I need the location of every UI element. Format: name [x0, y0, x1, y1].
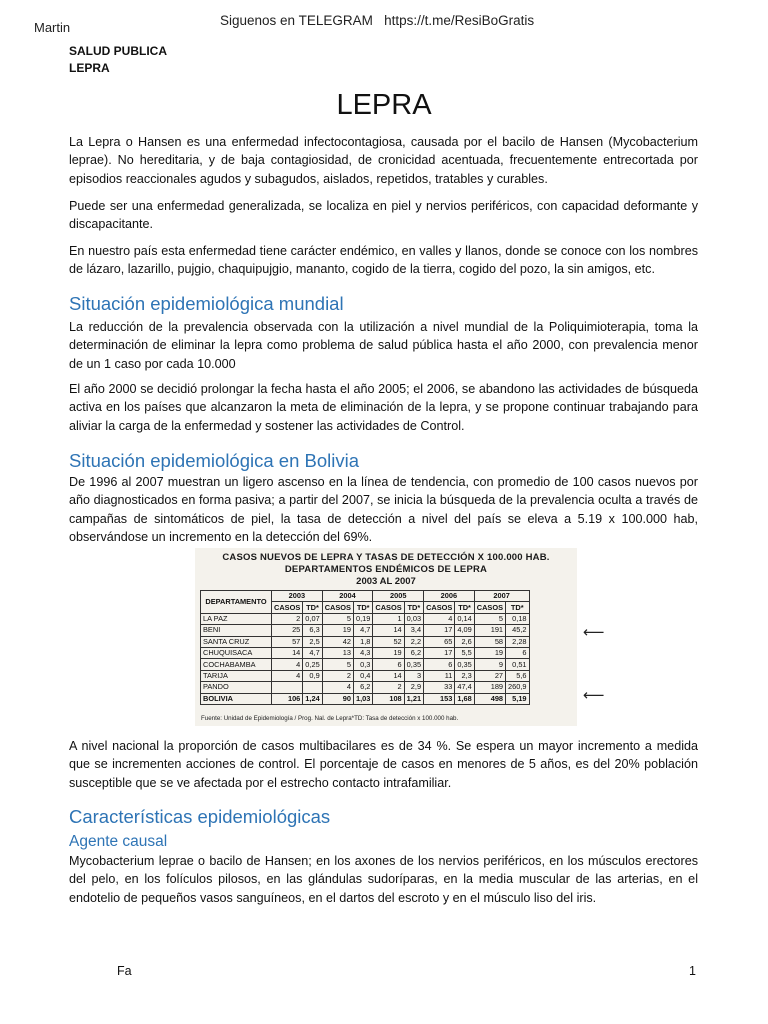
td-cell: 3,4 — [404, 625, 423, 636]
section-line-2: LEPRA — [69, 61, 110, 75]
td-cell: 1,21 — [404, 693, 423, 704]
mundial-paragraph-2: El año 2000 se decidió prolongar la fecha hasta el año 2005; el 2006, se abandono las actividades de búsqueda activa en los países que alcanzaron la meta de eliminación de la lepra, y se propone continuar trabajando para aliviar la carga de la enfermedad y sostener las actividades de Control. — [69, 382, 698, 433]
heading-mundial: Situación epidemiológica mundial — [69, 293, 344, 314]
td-cell: 0,35 — [455, 659, 474, 670]
td-cell: 6,3 — [303, 625, 322, 636]
telegram-promo — [220, 13, 534, 28]
casos-cell: 14 — [373, 670, 404, 681]
dept-cell: COCHABAMBA — [201, 659, 272, 670]
casos-header: CASOS — [424, 602, 455, 613]
casos-cell: 6 — [424, 659, 455, 670]
casos-cell: 19 — [474, 647, 505, 658]
td-cell: 2,6 — [455, 636, 474, 647]
td-cell: 4,09 — [455, 625, 474, 636]
casos-cell: 11 — [424, 670, 455, 681]
td-cell: 260,9 — [506, 682, 530, 693]
table-row — [201, 625, 530, 636]
casos-cell: 14 — [272, 647, 303, 658]
td-cell: 6,2 — [353, 682, 372, 693]
td-cell: 2,3 — [455, 670, 474, 681]
casos-cell: 13 — [322, 647, 353, 658]
casos-cell: 2 — [272, 613, 303, 624]
intro-paragraph-3: En nuestro país esta enfermedad tiene carácter endémico, en valles y llanos, donde se conoce con los nombres de lázaro, lazarillo, pujgio, chaquipujgio, mananto, cogido de la tierra, cogido del pozo, la sin amigos, etc. — [69, 244, 698, 277]
intro-paragraph-2: Puede ser una enfermedad generalizada, se localiza en piel y nervios periféricos, con capacidad deformante y discapacitante. — [69, 199, 698, 232]
dept-cell: TARIJA — [201, 670, 272, 681]
td-cell: 0,19 — [353, 613, 372, 624]
td-cell: 1,68 — [455, 693, 474, 704]
page-number: 1 — [689, 964, 696, 978]
year-header: 2006 — [424, 591, 475, 602]
heading-bolivia: Situación epidemiológica en Bolivia — [69, 450, 360, 471]
td-cell: 1,24 — [303, 693, 322, 704]
page-title: LEPRA — [336, 89, 432, 121]
casos-header: CASOS — [474, 602, 505, 613]
casos-cell: 58 — [474, 636, 505, 647]
td-cell: 0,18 — [506, 613, 530, 624]
td-cell: 5,5 — [455, 647, 474, 658]
td-cell: 4,7 — [303, 647, 322, 658]
casos-cell: 108 — [373, 693, 404, 704]
td-cell: 5,19 — [506, 693, 530, 704]
td-cell: 2,2 — [404, 636, 423, 647]
arrow-icon: ⟵ — [583, 624, 605, 641]
dept-header: DEPARTAMENTO — [201, 591, 272, 614]
dept-cell: CHUQUISACA — [201, 647, 272, 658]
table-row — [201, 670, 530, 681]
casos-cell: 498 — [474, 693, 505, 704]
table-row — [201, 693, 530, 704]
td-cell: 45,2 — [506, 625, 530, 636]
td-header: TD* — [353, 602, 372, 613]
casos-cell: 153 — [424, 693, 455, 704]
casos-cell: 65 — [424, 636, 455, 647]
casos-header: CASOS — [272, 602, 303, 613]
casos-cell: 1 — [373, 613, 404, 624]
td-cell: 0,9 — [303, 670, 322, 681]
casos-header: CASOS — [373, 602, 404, 613]
casos-cell: 191 — [474, 625, 505, 636]
td-cell: 0,14 — [455, 613, 474, 624]
casos-cell: 90 — [322, 693, 353, 704]
table-row — [201, 613, 530, 624]
casos-cell: 19 — [322, 625, 353, 636]
casos-cell: 42 — [322, 636, 353, 647]
casos-cell: 4 — [424, 613, 455, 624]
casos-cell: 4 — [322, 682, 353, 693]
casos-cell: 9 — [474, 659, 505, 670]
td-cell: 3 — [404, 670, 423, 681]
table-row — [201, 636, 530, 647]
section-label — [69, 43, 167, 77]
casos-cell: 5 — [322, 659, 353, 670]
table-title-3: 2003 AL 2007 — [356, 576, 416, 587]
casos-cell: 5 — [474, 613, 505, 624]
td-cell: 47,4 — [455, 682, 474, 693]
footer-left: Fa — [117, 964, 132, 978]
bolivia-paragraph: De 1996 al 2007 muestran un ligero ascenso en la línea de tendencia, con promedio de 100 casos nuevos por año diagnosticados en forma pasiva; a partir del 2007, se inicia la búsqueda de la prevalencia oculta a través de campañas de sintomáticos de piel, la tasa de detección a nivel del país se eleva a 5.19 x 100.000 hab, observándose un incremento en la detección del 69%. — [69, 475, 698, 545]
table-title-2: DEPARTAMENTOS ENDÉMICOS DE LEPRA — [284, 564, 488, 575]
td-header: TD* — [303, 602, 322, 613]
promo-label: Siguenos en TELEGRAM — [220, 13, 373, 28]
casos-cell: 14 — [373, 625, 404, 636]
casos-cell: 6 — [373, 659, 404, 670]
td-cell: 0,35 — [404, 659, 423, 670]
casos-cell: 2 — [373, 682, 404, 693]
td-cell: 0,3 — [353, 659, 372, 670]
table-row — [201, 682, 530, 693]
dept-cell: LA PAZ — [201, 613, 272, 624]
td-cell: 2,28 — [506, 636, 530, 647]
td-cell: 4,3 — [353, 647, 372, 658]
casos-cell: 189 — [474, 682, 505, 693]
casos-cell: 19 — [373, 647, 404, 658]
subheading-agente-causal: Agente causal — [69, 833, 168, 850]
td-header: TD* — [506, 602, 530, 613]
arrow-icon: ⟵ — [583, 687, 605, 704]
cases-table-figure — [195, 548, 577, 726]
td-cell: 4,7 — [353, 625, 372, 636]
dept-cell: SANTA CRUZ — [201, 636, 272, 647]
casos-cell: 5 — [322, 613, 353, 624]
agente-paragraph: Mycobacterium leprae o bacilo de Hansen; en los axones de los nervios periféricos, en los músculos erectores del pelo, en los folículos pilosos, en las glándulas sudoríparas, en la media muscular de las arterias, en el endotelio de pequeños vasos sanguíneos, en el dartos del escroto y en el músculo liso del iris. — [69, 854, 698, 905]
section-line-1: SALUD PUBLICA — [69, 44, 167, 58]
table-title-1: CASOS NUEVOS DE LEPRA Y TASAS DE DETECCIÓN X 100.000 HAB. — [222, 552, 550, 563]
year-header: 2004 — [322, 591, 373, 602]
td-cell — [303, 682, 322, 693]
year-header: 2007 — [474, 591, 529, 602]
table-row — [201, 659, 530, 670]
promo-link[interactable]: https://t.me/ResiBoGratis — [384, 13, 535, 28]
td-cell: 6,2 — [404, 647, 423, 658]
td-cell: 0,25 — [303, 659, 322, 670]
casos-cell: 4 — [272, 659, 303, 670]
casos-cell: 4 — [272, 670, 303, 681]
casos-cell: 17 — [424, 625, 455, 636]
intro-paragraph-1: La Lepra o Hansen es una enfermedad infectocontagiosa, causada por el bacilo de Hansen (Mycobacterium leprae). No hereditaria, y de baja contagiosidad, de cronicidad acentuada, frecuentemente entrecortada por episodios reaccionales agudos y subagudos, aislados, repetidos, tratables y curables. — [69, 135, 698, 186]
heading-caracteristicas: Características epidemiológicas — [69, 806, 331, 827]
casos-cell — [272, 682, 303, 693]
casos-cell: 57 — [272, 636, 303, 647]
td-cell: 0,07 — [303, 613, 322, 624]
td-header: TD* — [404, 602, 423, 613]
casos-header: CASOS — [322, 602, 353, 613]
year-header: 2005 — [373, 591, 424, 602]
td-cell: 1,03 — [353, 693, 372, 704]
table-source: Fuente: Unidad de Epidemiología / Prog. Nal. de Lepra*TD: Tasa de detección x 100.000 hab. — [201, 715, 459, 722]
td-cell: 0,03 — [404, 613, 423, 624]
casos-cell: 25 — [272, 625, 303, 636]
td-header: TD* — [455, 602, 474, 613]
td-cell: 2,5 — [303, 636, 322, 647]
casos-cell: 17 — [424, 647, 455, 658]
casos-cell: 33 — [424, 682, 455, 693]
cases-table — [200, 590, 530, 705]
casos-cell: 27 — [474, 670, 505, 681]
td-cell: 0,51 — [506, 659, 530, 670]
td-cell: 2,9 — [404, 682, 423, 693]
td-cell: 5,6 — [506, 670, 530, 681]
td-cell: 1,8 — [353, 636, 372, 647]
table-row — [201, 647, 530, 658]
dept-cell: BENI — [201, 625, 272, 636]
casos-cell: 106 — [272, 693, 303, 704]
dept-cell: PANDO — [201, 682, 272, 693]
casos-cell: 2 — [322, 670, 353, 681]
author-name: Martin — [34, 20, 71, 35]
mundial-paragraph-1: La reducción de la prevalencia observada con la utilización a nivel mundial de la Poliquimioterapia, toma la determinación de eliminar la lepra como problema de salud pública hasta el año 2000, con prevalencia menor de un 1 caso por cada 10.000 — [69, 320, 698, 371]
casos-cell: 52 — [373, 636, 404, 647]
dept-cell: BOLIVIA — [201, 693, 272, 704]
year-header: 2003 — [272, 591, 323, 602]
nacional-paragraph: A nivel nacional la proporción de casos multibacilares es de 34 %. Se espera un mayor incremento a medida que se incrementen acciones de control. El porcentaje de casos en menores de 5 años, es del 20% población susceptible que se ve afectada por el estrecho contacto intrafamiliar. — [69, 739, 698, 790]
td-cell: 6 — [506, 647, 530, 658]
td-cell: 0,4 — [353, 670, 372, 681]
